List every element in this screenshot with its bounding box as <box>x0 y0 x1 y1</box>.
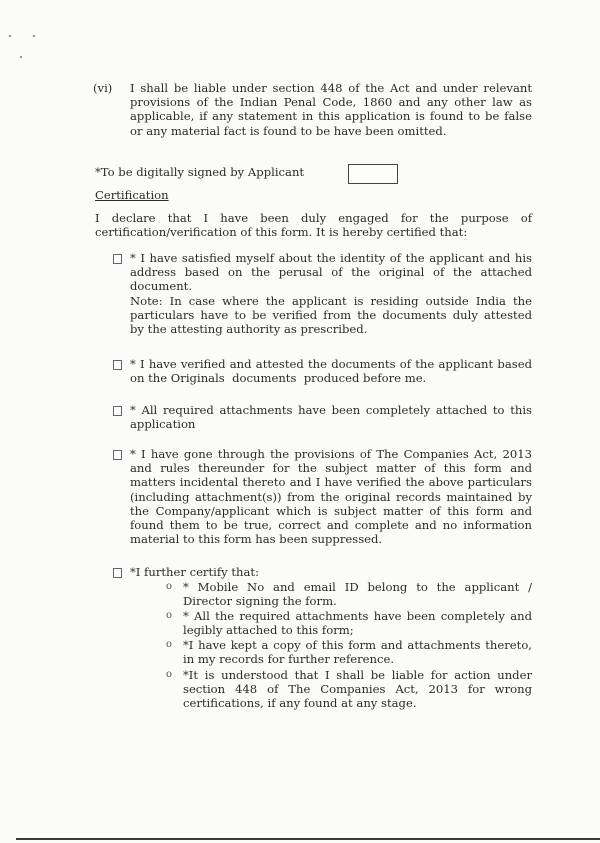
page-bottom-rule <box>16 838 600 840</box>
scan-speck <box>33 35 35 37</box>
text-line: matters incidental thereto and I have verified the above particulars <box>130 475 532 490</box>
text-line: *It is understood that I shall be liable for action under <box>183 668 532 682</box>
certification-checkbox[interactable] <box>113 254 122 264</box>
text-line: in my records for further reference. <box>183 652 395 667</box>
clause-number: (vi) <box>93 81 113 95</box>
text-line: I shall be liable under section 448 of the Act and under relevant <box>130 81 532 95</box>
text-line: application <box>130 417 196 432</box>
text-line: and rules thereunder for the subject matter of this form and <box>130 461 532 476</box>
sub-item-text <box>183 668 532 711</box>
declaration-text <box>95 211 532 239</box>
text-line: * I have verified and attested the documents of the applicant based <box>130 357 532 371</box>
text-line: * All required attachments have been completely attached to this <box>130 403 532 417</box>
text-line: * Mobile No and email ID belong to the applicant / <box>183 580 532 594</box>
text-line: document. <box>130 279 193 294</box>
certification-checkbox[interactable] <box>113 360 122 370</box>
text-line: (including attachment(s)) from the original records maintained by <box>130 489 532 504</box>
circle-bullet-icon: o <box>166 669 173 680</box>
item-text <box>130 357 532 385</box>
note-line: particulars have to be verified from the documents duly attested <box>130 307 532 322</box>
digital-signature-box[interactable] <box>348 164 398 184</box>
text-line: *I have kept a copy of this form and attachments thereto, <box>183 638 532 652</box>
text-line: * I have gone through the provisions of The Companies Act, 2013 <box>130 447 532 461</box>
certification-heading: Certification <box>95 188 169 202</box>
certification-checkbox[interactable] <box>113 450 122 460</box>
text-line: provisions of the Indian Penal Code, 1860 and any other law as <box>130 95 532 110</box>
item-text <box>130 447 532 546</box>
text-line: certifications, if any found at any stage. <box>183 696 417 711</box>
text-line: legibly attached to this form; <box>183 623 354 638</box>
text-line: * I have satisfied myself about the identity of the applicant and his <box>130 251 532 265</box>
text-line: found them to be true, correct and complete and no information <box>130 518 532 533</box>
sub-item-text <box>183 638 532 666</box>
scan-speck <box>9 35 11 37</box>
circle-bullet-icon: o <box>166 610 173 621</box>
item-text <box>130 403 532 431</box>
text-line: certification/verification of this form. It is hereby certified that: <box>95 225 468 240</box>
text-line: I declare that I have been duly engaged for the purpose of <box>95 211 532 225</box>
text-line: * All the required attachments have been completely and <box>183 609 532 623</box>
text-line: *I further certify that: <box>130 565 259 579</box>
note-line: Note: In case where the applicant is residing outside India the <box>130 293 532 308</box>
certification-checkbox[interactable] <box>113 568 122 578</box>
circle-bullet-icon: o <box>166 581 173 592</box>
item-text <box>130 565 532 579</box>
note-line: by the attesting authority as prescribed. <box>130 322 368 337</box>
item-text <box>130 251 532 336</box>
text-line: or any material fact is found to be have been omitted. <box>130 123 447 138</box>
circle-bullet-icon: o <box>166 639 173 650</box>
scan-speck <box>20 56 22 58</box>
text-line: address based on the perusal of the original of the attached <box>130 265 532 280</box>
text-line: the Company/applicant which is subject matter of this form and <box>130 503 532 518</box>
text-line: Director signing the form. <box>183 594 337 609</box>
text-line: material to this form has been suppressed. <box>130 532 383 547</box>
sub-item-text <box>183 609 532 637</box>
text-line: section 448 of The Companies Act, 2013 for wrong <box>183 682 532 697</box>
certification-checkbox[interactable] <box>113 406 122 416</box>
clause-vi-text <box>130 81 532 138</box>
text-line: on the Originals documents produced before me. <box>130 371 427 386</box>
text-line: applicable, if any statement in this application is found to be false <box>130 109 532 124</box>
sub-item-text <box>183 580 532 608</box>
signature-label: *To be digitally signed by Applicant <box>95 165 305 179</box>
